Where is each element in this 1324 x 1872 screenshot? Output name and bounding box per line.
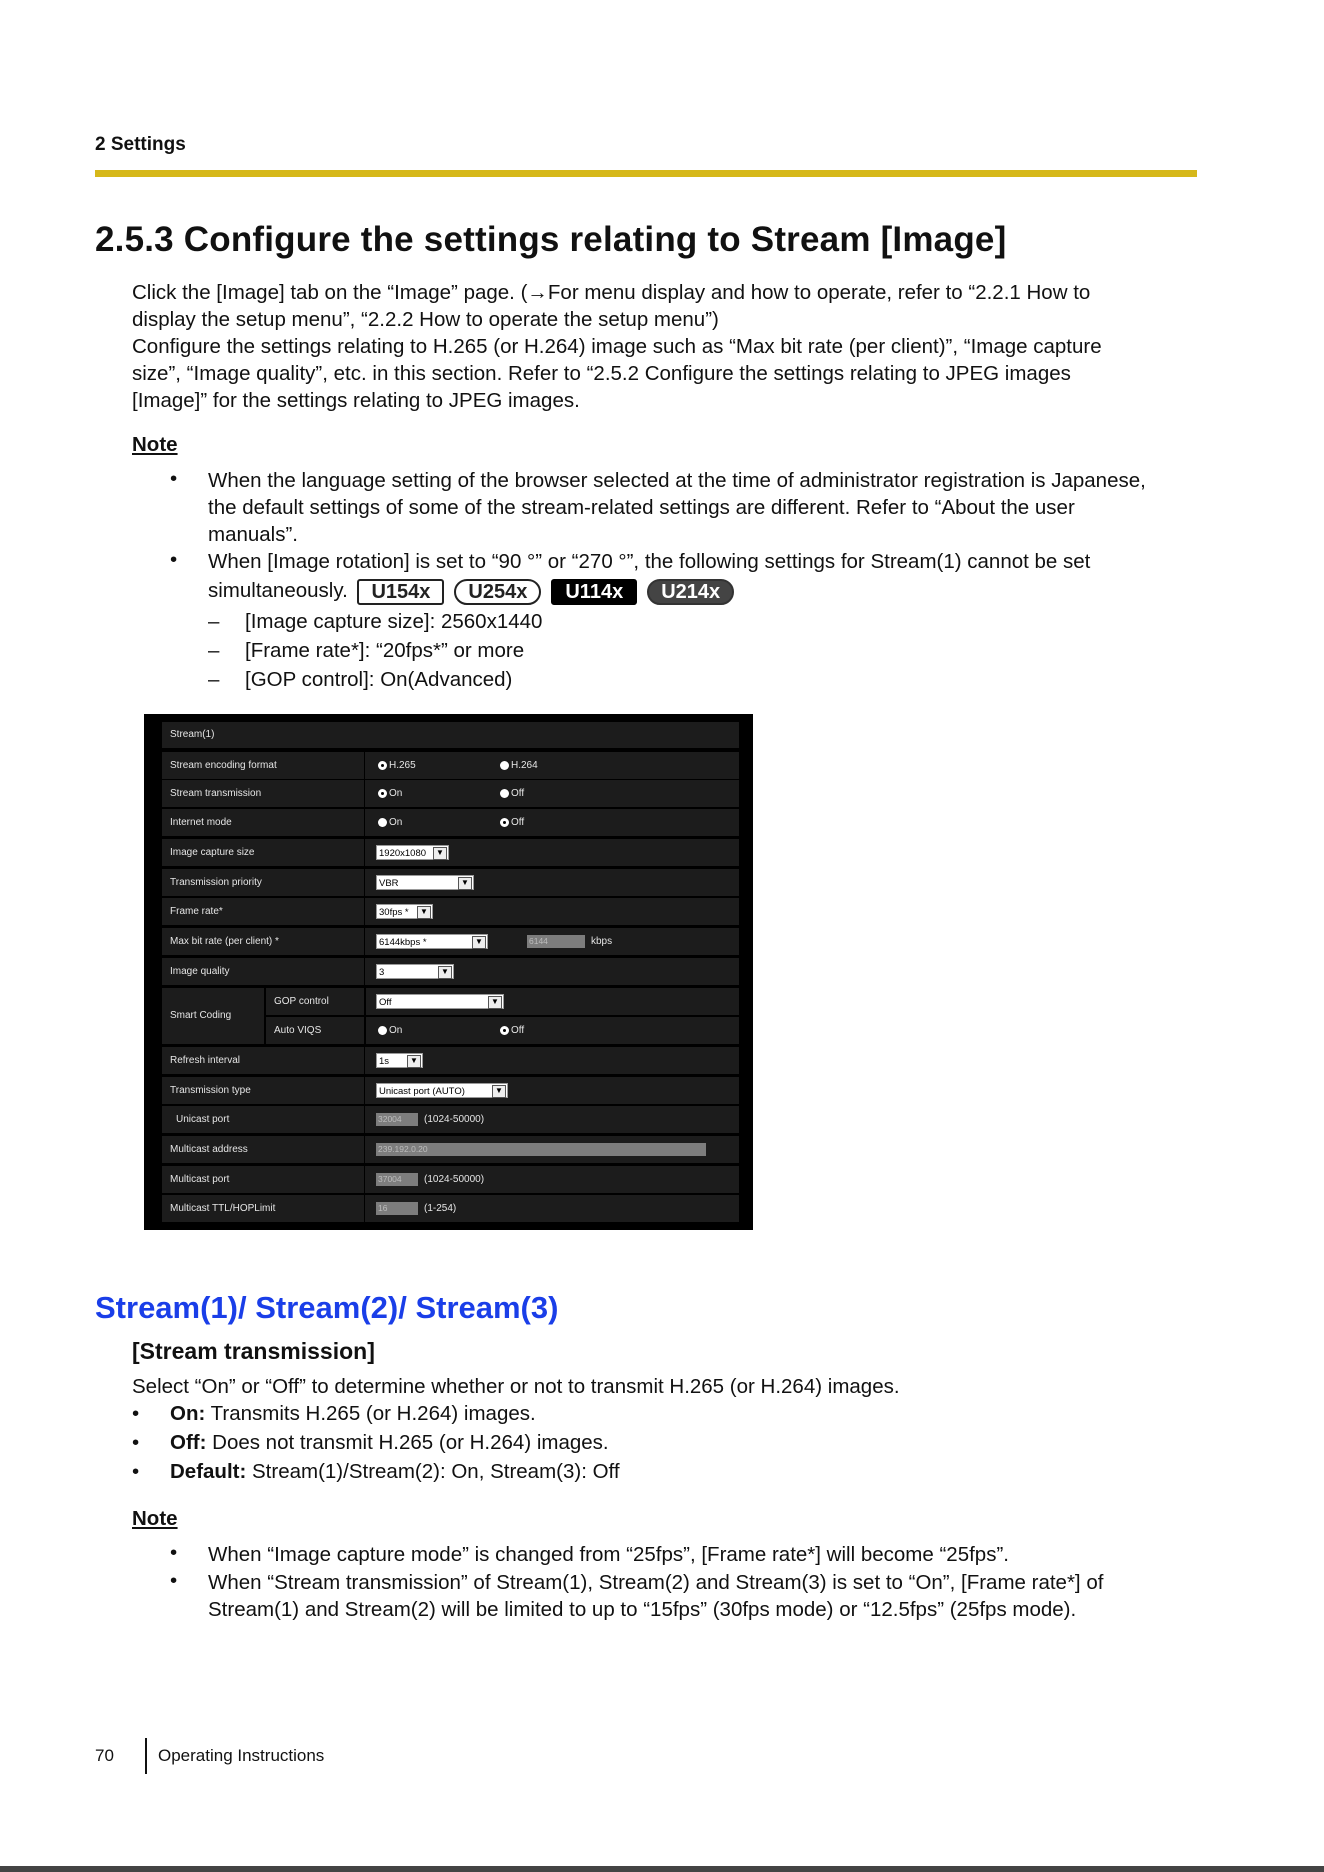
intro-line: Configure the settings relating to H.265 (or H.264) image such as “Max bit rate (per client)”, “Image capture <box>132 335 1102 358</box>
intro-line: size”, “Image quality”, etc. in this section. Refer to “2.5.2 Configure the settings relating to JPEG images <box>132 362 1071 385</box>
unicast-port-field[interactable]: 32004 <box>376 1113 418 1126</box>
row-internet-mode <box>162 809 739 836</box>
row-label: Image capture size <box>162 839 365 866</box>
radio-selected-icon <box>500 818 509 827</box>
row-image-capture-size <box>162 839 739 866</box>
note-item-line: When the language setting of the browser selected at the time of administrator registration is Japanese, <box>208 469 1146 492</box>
row-stream-encoding <box>162 752 739 779</box>
radio-label: On <box>389 788 403 799</box>
model-badges <box>357 579 734 605</box>
dash: – <box>208 639 220 662</box>
select-value: 1s <box>379 1056 390 1067</box>
option-term: Default: <box>170 1460 247 1483</box>
radio-on[interactable] <box>378 817 402 828</box>
row-label: Smart Coding <box>162 988 265 1044</box>
radio-label: On <box>389 817 403 828</box>
row-smart-coding <box>162 988 739 1044</box>
note-heading: Note <box>132 1507 178 1530</box>
stream-title: Stream(1) <box>162 722 739 748</box>
radio-on[interactable] <box>378 1025 402 1036</box>
bit-rate-field[interactable]: 6144 <box>527 935 585 948</box>
page-bottom-edge <box>0 1866 1324 1872</box>
radio-label: H.265 <box>389 760 416 771</box>
note-item-line: manuals”. <box>208 523 299 546</box>
row-multicast-port <box>162 1166 739 1193</box>
range-hint: (1024-50000) <box>424 1174 485 1185</box>
radio-on[interactable] <box>378 788 402 799</box>
intro-line: display the setup menu”, “2.2.2 How to operate the setup menu”) <box>132 308 719 331</box>
row-label: Transmission priority <box>162 869 365 896</box>
chevron-down-icon: ▼ <box>417 906 431 919</box>
dash: – <box>208 610 220 633</box>
radio-label: Off <box>511 788 525 799</box>
note-heading: Note <box>132 433 178 456</box>
row-frame-rate <box>162 898 739 925</box>
radio-label: H.264 <box>511 760 538 771</box>
range-hint: (1024-50000) <box>424 1114 485 1125</box>
model-badge: U114x <box>551 579 637 605</box>
dash: – <box>208 668 220 691</box>
radio-icon <box>378 1026 387 1035</box>
note-item-line: When [Image rotation] is set to “90 °” or “270 °”, the following settings for Stream(1) cannot be set <box>208 550 1091 573</box>
bullet: • <box>170 467 178 490</box>
row-label: Stream transmission <box>162 780 365 807</box>
note-item-line: Stream(1) and Stream(2) will be limited to up to “15fps” (30fps mode) or “12.5fps” (25fps mode). <box>208 1598 1077 1621</box>
radio-selected-icon <box>378 789 387 798</box>
header-rule <box>95 170 1197 177</box>
option-desc: Stream(1)/Stream(2): On, Stream(3): Off <box>246 1460 620 1483</box>
multicast-port-field[interactable]: 37004 <box>376 1173 418 1186</box>
row-label: Transmission type <box>162 1077 365 1104</box>
note-item-line: When “Stream transmission” of Stream(1), Stream(2) and Stream(3) is set to “On”, [Frame rate*] of <box>208 1571 1104 1594</box>
select-value: 3 <box>379 967 385 978</box>
section-heading: Stream(1)/ Stream(2)/ Stream(3) <box>95 1290 559 1325</box>
ttl-field[interactable]: 16 <box>376 1202 418 1215</box>
footer-divider <box>145 1738 147 1774</box>
select-value: VBR <box>379 878 399 889</box>
sub-item: [GOP control]: On(Advanced) <box>245 668 513 691</box>
chevron-down-icon: ▼ <box>458 877 472 890</box>
footer-title: Operating Instructions <box>158 1746 325 1765</box>
radio-selected-icon <box>500 1026 509 1035</box>
row-label: Multicast address <box>162 1136 365 1163</box>
option-item <box>170 1402 536 1426</box>
row-label: Refresh interval <box>162 1047 365 1074</box>
chevron-down-icon: ▼ <box>407 1055 421 1068</box>
chevron-down-icon: ▼ <box>438 966 452 979</box>
option-desc: Does not transmit H.265 (or H.264) images. <box>206 1431 609 1454</box>
radio-off[interactable] <box>500 788 524 799</box>
row-transmission-priority <box>162 869 739 896</box>
capture-size-select[interactable] <box>376 845 449 860</box>
note-item-line-with-badges <box>208 577 1208 605</box>
option-item <box>170 1431 609 1455</box>
note-item-line: When “Image capture mode” is changed from “25fps”, [Frame rate*] will become “25fps”. <box>208 1543 1009 1566</box>
option-item <box>170 1460 620 1484</box>
row-image-quality <box>162 958 739 985</box>
model-badge: U214x <box>647 579 734 605</box>
chevron-down-icon: ▼ <box>488 996 502 1009</box>
row-stream-transmission <box>162 780 739 807</box>
gop-control-select[interactable] <box>376 994 504 1009</box>
bullet: • <box>170 1569 178 1592</box>
page-title: 2.5.3 Configure the settings relating to Stream [Image] <box>95 220 1007 259</box>
page-number: 70 <box>95 1746 114 1765</box>
bullet: • <box>132 1431 140 1454</box>
row-label: GOP control <box>265 988 365 1015</box>
radio-icon <box>500 761 509 770</box>
radio-icon <box>500 789 509 798</box>
note-item-line: the default settings of some of the stream-related settings are different. Refer to “About the user <box>208 496 1075 519</box>
frame-rate-select[interactable] <box>376 904 433 919</box>
row-label: Internet mode <box>162 809 365 836</box>
row-transmission-type <box>162 1077 739 1104</box>
bullet: • <box>170 1541 178 1564</box>
row-multicast-address <box>162 1136 739 1163</box>
transmission-type-select[interactable] <box>376 1083 508 1098</box>
chevron-down-icon: ▼ <box>472 936 486 949</box>
bullet: • <box>170 548 178 571</box>
select-value: 30fps * <box>379 907 409 918</box>
unit-label: kbps <box>591 936 613 947</box>
select-value: 1920x1080 <box>379 848 427 859</box>
priority-select[interactable] <box>376 875 474 890</box>
select-value: Off <box>379 997 392 1008</box>
chevron-down-icon: ▼ <box>433 847 447 860</box>
radio-icon <box>378 818 387 827</box>
row-label: Multicast TTL/HOPLimit <box>162 1195 365 1222</box>
stream-settings-screenshot <box>144 714 753 1230</box>
bullet: • <box>132 1460 140 1483</box>
refresh-interval-select[interactable] <box>376 1053 423 1068</box>
row-label: Image quality <box>162 958 365 985</box>
option-term: On: <box>170 1402 206 1425</box>
subsection-heading: [Stream transmission] <box>132 1338 375 1364</box>
chevron-down-icon: ▼ <box>492 1085 506 1098</box>
row-refresh-interval <box>162 1047 739 1074</box>
option-desc: Transmits H.265 (or H.264) images. <box>205 1402 536 1425</box>
sub-item: [Image capture size]: 2560x1440 <box>245 610 543 633</box>
row-label: Stream encoding format <box>162 752 365 779</box>
radio-label: On <box>389 1025 403 1036</box>
radio-h264[interactable] <box>500 760 538 771</box>
intro-line: [Image]” for the settings relating to JPEG images. <box>132 389 580 412</box>
option-term: Off: <box>170 1431 207 1454</box>
radio-h265[interactable] <box>378 760 416 771</box>
description: Select “On” or “Off” to determine whether or not to transmit H.265 (or H.264) images. <box>132 1375 900 1398</box>
row-max-bit-rate <box>162 928 739 955</box>
row-multicast-ttl <box>162 1195 739 1222</box>
section-label: 2 Settings <box>95 134 186 155</box>
select-value: 6144kbps * <box>379 937 427 948</box>
intro-line: Click the [Image] tab on the “Image” page. (→For menu display and how to operate, refer to “2.2.1 How to <box>132 281 1091 304</box>
bullet: • <box>132 1402 140 1425</box>
radio-selected-icon <box>378 761 387 770</box>
row-label: Max bit rate (per client) * <box>162 928 365 955</box>
radio-label: Off <box>511 1025 525 1036</box>
model-badge: U254x <box>454 579 541 605</box>
model-badge: U154x <box>357 579 444 605</box>
row-label: Unicast port <box>162 1106 365 1133</box>
radio-off[interactable] <box>500 817 524 828</box>
note-item-text: simultaneously. <box>208 579 348 602</box>
image-quality-select[interactable] <box>376 964 454 979</box>
radio-off[interactable] <box>500 1025 524 1036</box>
row-label: Frame rate* <box>162 898 365 925</box>
row-label: Multicast port <box>162 1166 365 1193</box>
range-hint: (1-254) <box>424 1203 457 1214</box>
row-label: Auto VIQS <box>265 1017 365 1044</box>
row-unicast-port <box>162 1106 739 1133</box>
bit-rate-select[interactable] <box>376 934 488 949</box>
select-value: Unicast port (AUTO) <box>379 1086 465 1097</box>
sub-item: [Frame rate*]: “20fps*” or more <box>245 639 525 662</box>
multicast-address-field[interactable]: 239.192.0.20 <box>376 1143 706 1156</box>
radio-label: Off <box>511 817 525 828</box>
